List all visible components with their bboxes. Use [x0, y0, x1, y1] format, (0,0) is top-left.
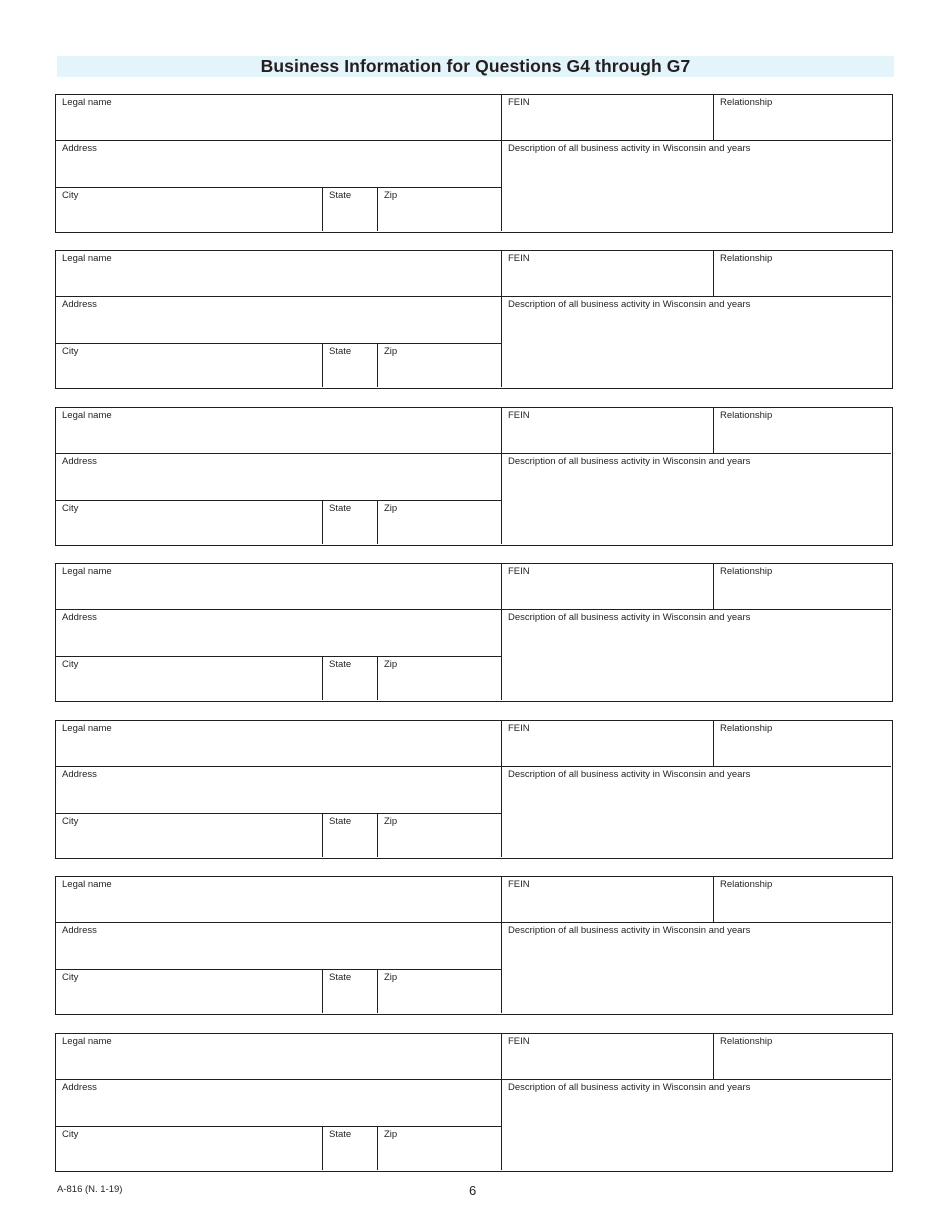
zip-label: Zip — [384, 659, 398, 670]
business-block — [55, 720, 893, 859]
legal-name-label: Legal name — [62, 723, 112, 734]
zip-field[interactable] — [378, 501, 501, 544]
description-field[interactable] — [502, 1080, 891, 1170]
zip-field[interactable] — [378, 814, 501, 857]
state-label: State — [329, 190, 352, 201]
relationship-label: Relationship — [720, 723, 773, 734]
zip-label: Zip — [384, 346, 398, 357]
address-label: Address — [62, 143, 97, 154]
address-label: Address — [62, 925, 97, 936]
legal-name-label: Legal name — [62, 410, 112, 421]
page-number: 6 — [469, 1183, 477, 1198]
description-label: Description of all business activity in Wisconsin and years — [508, 612, 751, 623]
zip-field[interactable] — [378, 970, 501, 1013]
zip-label: Zip — [384, 816, 398, 827]
city-field[interactable] — [56, 970, 322, 1013]
city-label: City — [62, 1129, 79, 1140]
fein-field[interactable] — [502, 1034, 713, 1079]
address-field[interactable] — [56, 454, 501, 500]
relationship-label: Relationship — [720, 1036, 773, 1047]
business-block — [55, 1033, 893, 1172]
legal-name-label: Legal name — [62, 97, 112, 108]
relationship-label: Relationship — [720, 566, 773, 577]
state-label: State — [329, 972, 352, 983]
address-label: Address — [62, 612, 97, 623]
legal-name-field[interactable] — [56, 721, 501, 766]
legal-name-field[interactable] — [56, 251, 501, 296]
relationship-field[interactable] — [714, 95, 891, 140]
legal-name-label: Legal name — [62, 253, 112, 264]
business-block — [55, 876, 893, 1015]
form-id: A-816 (N. 1-19) — [57, 1184, 123, 1195]
relationship-field[interactable] — [714, 408, 891, 453]
city-field[interactable] — [56, 1127, 322, 1170]
description-label: Description of all business activity in Wisconsin and years — [508, 299, 751, 310]
legal-name-field[interactable] — [56, 408, 501, 453]
relationship-label: Relationship — [720, 879, 773, 890]
relationship-field[interactable] — [714, 721, 891, 766]
description-field[interactable] — [502, 767, 891, 857]
fein-field[interactable] — [502, 408, 713, 453]
zip-field[interactable] — [378, 1127, 501, 1170]
city-label: City — [62, 659, 79, 670]
state-field[interactable] — [323, 657, 377, 700]
city-field[interactable] — [56, 814, 322, 857]
zip-field[interactable] — [378, 188, 501, 231]
address-field[interactable] — [56, 141, 501, 187]
relationship-field[interactable] — [714, 877, 891, 922]
fein-field[interactable] — [502, 877, 713, 922]
address-label: Address — [62, 1082, 97, 1093]
zip-field[interactable] — [378, 657, 501, 700]
city-label: City — [62, 972, 79, 983]
description-field[interactable] — [502, 610, 891, 700]
description-label: Description of all business activity in Wisconsin and years — [508, 769, 751, 780]
description-label: Description of all business activity in Wisconsin and years — [508, 456, 751, 467]
address-label: Address — [62, 456, 97, 467]
state-label: State — [329, 1129, 352, 1140]
city-field[interactable] — [56, 657, 322, 700]
address-label: Address — [62, 299, 97, 310]
business-block — [55, 407, 893, 546]
state-label: State — [329, 816, 352, 827]
city-label: City — [62, 503, 79, 514]
city-field[interactable] — [56, 501, 322, 544]
fein-label: FEIN — [508, 410, 530, 421]
business-block — [55, 563, 893, 702]
fein-label: FEIN — [508, 97, 530, 108]
legal-name-field[interactable] — [56, 95, 501, 140]
relationship-label: Relationship — [720, 97, 773, 108]
fein-label: FEIN — [508, 1036, 530, 1047]
address-field[interactable] — [56, 923, 501, 969]
address-field[interactable] — [56, 610, 501, 656]
relationship-field[interactable] — [714, 251, 891, 296]
address-field[interactable] — [56, 767, 501, 813]
state-field[interactable] — [323, 1127, 377, 1170]
legal-name-label: Legal name — [62, 566, 112, 577]
city-field[interactable] — [56, 344, 322, 387]
fein-label: FEIN — [508, 566, 530, 577]
description-field[interactable] — [502, 454, 891, 544]
description-label: Description of all business activity in Wisconsin and years — [508, 925, 751, 936]
fein-label: FEIN — [508, 879, 530, 890]
relationship-label: Relationship — [720, 253, 773, 264]
state-label: State — [329, 346, 352, 357]
address-field[interactable] — [56, 1080, 501, 1126]
description-field[interactable] — [502, 141, 891, 231]
description-field[interactable] — [502, 297, 891, 387]
fein-field[interactable] — [502, 95, 713, 140]
business-block — [55, 250, 893, 389]
city-label: City — [62, 816, 79, 827]
city-field[interactable] — [56, 188, 322, 231]
legal-name-label: Legal name — [62, 1036, 112, 1047]
city-label: City — [62, 190, 79, 201]
legal-name-label: Legal name — [62, 879, 112, 890]
city-label: City — [62, 346, 79, 357]
relationship-label: Relationship — [720, 410, 773, 421]
fein-label: FEIN — [508, 723, 530, 734]
business-block — [55, 94, 893, 233]
fein-label: FEIN — [508, 253, 530, 264]
zip-label: Zip — [384, 190, 398, 201]
address-label: Address — [62, 769, 97, 780]
legal-name-field[interactable] — [56, 564, 501, 609]
zip-label: Zip — [384, 972, 398, 983]
state-label: State — [329, 659, 352, 670]
fein-field[interactable] — [502, 251, 713, 296]
zip-field[interactable] — [378, 344, 501, 387]
description-label: Description of all business activity in Wisconsin and years — [508, 143, 751, 154]
fein-field[interactable] — [502, 721, 713, 766]
address-field[interactable] — [56, 297, 501, 343]
state-field[interactable] — [323, 188, 377, 231]
description-field[interactable] — [502, 923, 891, 1013]
state-field[interactable] — [323, 501, 377, 544]
relationship-field[interactable] — [714, 1034, 891, 1079]
relationship-field[interactable] — [714, 564, 891, 609]
description-label: Description of all business activity in Wisconsin and years — [508, 1082, 751, 1093]
fein-field[interactable] — [502, 564, 713, 609]
state-field[interactable] — [323, 814, 377, 857]
state-label: State — [329, 503, 352, 514]
state-field[interactable] — [323, 344, 377, 387]
zip-label: Zip — [384, 503, 398, 514]
legal-name-field[interactable] — [56, 877, 501, 922]
page-title: Business Information for Questions G4 through G7 — [57, 56, 894, 77]
state-field[interactable] — [323, 970, 377, 1013]
zip-label: Zip — [384, 1129, 398, 1140]
legal-name-field[interactable] — [56, 1034, 501, 1079]
